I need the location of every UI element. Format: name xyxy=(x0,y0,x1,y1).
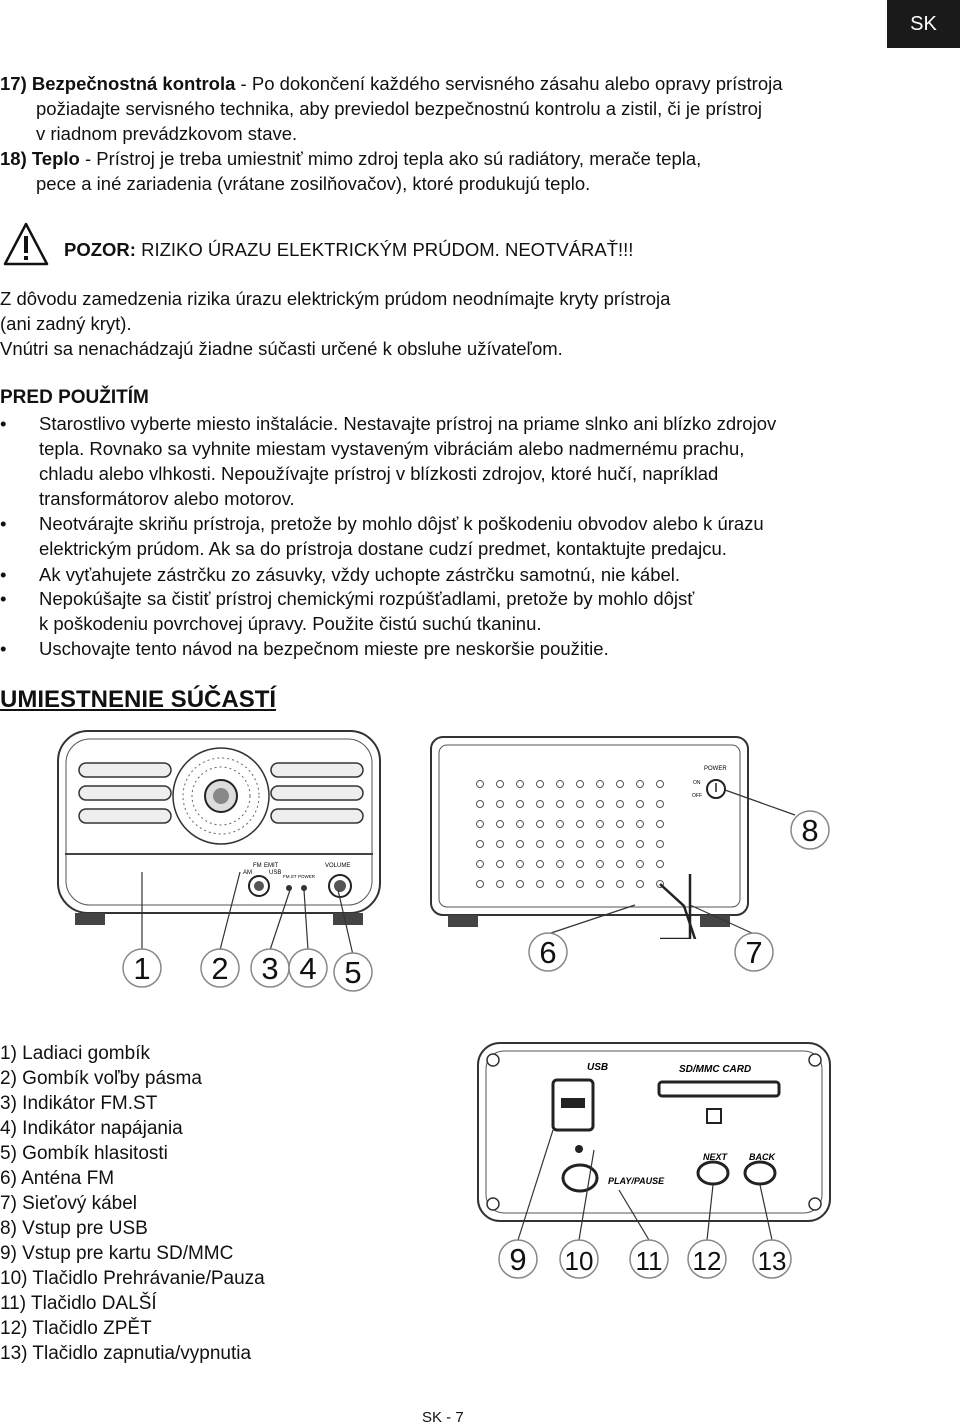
warning-label: POZOR: xyxy=(64,239,136,260)
callout-number-5: 5 xyxy=(344,955,362,990)
language-tab: SK xyxy=(887,0,960,48)
callout-number-6: 6 xyxy=(539,935,557,970)
callout-leader-line xyxy=(270,890,290,950)
callout-leader-line xyxy=(579,1150,594,1240)
callout-number-10: 10 xyxy=(564,1246,594,1276)
legend-item-1: 1) Ladiaci gombík xyxy=(0,1043,150,1064)
bullet-1-line2: tepla. Rovnako sa vyhnite miestam vystaveným vibráciám alebo nadmernému prachu, xyxy=(39,438,745,459)
bullet-2-line2: elektrickým prúdom. Ak sa do prístroja dostane cudzí predmet, kontaktujte predajcu. xyxy=(39,538,727,559)
back-label-power: POWER xyxy=(704,766,727,772)
bullet-marker: • xyxy=(0,588,7,609)
callout-leader-line xyxy=(760,1185,772,1240)
legend-item-10: 10) Tlačidlo Prehrávanie/Pauza xyxy=(0,1268,265,1289)
front-label-volume: VOLUME xyxy=(325,863,351,869)
bullet-1-line3: chladu alebo vlhkosti. Nepoužívajte prístroj v blízkosti zdrojov, ktoré hučí, napríklad xyxy=(39,463,719,484)
panel-label-sd: SD/MMC CARD xyxy=(679,1064,752,1075)
front-label-emit: EMIT xyxy=(264,863,279,869)
panel-label-play: PLAY/PAUSE xyxy=(608,1176,665,1186)
callout-number-12: 12 xyxy=(692,1246,722,1276)
legend-item-7: 7) Sieťový kábel xyxy=(0,1193,138,1214)
warning-body-line2: (ani zadný kryt). xyxy=(0,313,132,334)
legend-item-13: 13) Tlačidlo zapnutia/vypnutia xyxy=(0,1343,252,1364)
page-footer: SK - 7 xyxy=(422,1409,464,1426)
front-label-am: AM xyxy=(243,870,252,876)
item-18-label: 18) Teplo xyxy=(0,148,80,169)
front-label-power: POWER xyxy=(298,874,316,879)
callout-leader-line xyxy=(619,1190,649,1240)
item-17-label: 17) Bezpečnostná kontrola xyxy=(0,73,236,94)
callout-leader-line xyxy=(725,790,795,815)
callout-leader-line xyxy=(338,890,353,955)
callout-number-9: 9 xyxy=(509,1242,527,1277)
callout-number-13: 13 xyxy=(757,1246,787,1276)
legend-item-11: 11) Tlačidlo DALŠÍ xyxy=(0,1293,157,1314)
callout-leader-line xyxy=(220,872,240,950)
callout-number-11: 11 xyxy=(635,1246,663,1276)
warning-body-line3: Vnútri sa nenachádzajú žiadne súčasti určené k obsluhe užívateľom. xyxy=(0,338,563,359)
callout-leader-line xyxy=(707,1185,713,1240)
legend-item-2: 2) Gombík voľby pásma xyxy=(0,1068,202,1089)
item-17-text: - Po dokončení každého servisného zásahu alebo opravy prístroja xyxy=(235,73,783,94)
bullet-4-line1: Nepokúšajte sa čistiť prístroj chemickými rozpúšťadlami, pretože by mohlo dôjsť xyxy=(39,588,695,609)
callout-number-8: 8 xyxy=(801,813,819,848)
legend-item-4: 4) Indikátor napájania xyxy=(0,1118,183,1139)
item-18-text: - Prístroj je treba umiestniť mimo zdroj tepla ako sú radiátory, merače tepla, xyxy=(79,148,702,169)
callout-leader-line xyxy=(518,1130,553,1240)
item-17-line2: požiadajte servisného technika, aby previedol bezpečnostnú kontrolu a zistil, či je prístroj xyxy=(36,98,763,119)
bullet-1-line1: Starostlivo vyberte miesto inštalácie. Nestavajte prístroj na priame slnko ani blízko zdrojov xyxy=(39,413,777,434)
bullet-1-line4: transformátorov alebo motorov. xyxy=(39,488,295,509)
legend-item-8: 8) Vstup pre USB xyxy=(0,1218,148,1239)
bullet-marker: • xyxy=(0,638,7,659)
bullet-2-line1: Neotvárajte skriňu prístroja, pretože by mohlo dôjsť k poškodeniu obvodov alebo k úrazu xyxy=(39,513,764,534)
legend-item-3: 3) Indikátor FM.ST xyxy=(0,1093,158,1114)
item-18-line2: pece a iné zariadenia (vrátane zosilňovačov), ktoré produkujú teplo. xyxy=(36,173,591,194)
warning-text: RIZIKO ÚRAZU ELEKTRICKÝM PRÚDOM. NEOTVÁRAŤ!!! xyxy=(135,239,634,260)
panel-label-next: NEXT xyxy=(703,1152,728,1162)
front-label-usb: USB xyxy=(269,870,282,876)
legend-item-5: 5) Gombík hlasitosti xyxy=(0,1143,168,1164)
panel-label-usb: USB xyxy=(587,1062,609,1073)
before-use-title: PRED POUŽITÍM xyxy=(0,387,149,408)
legend-item-12: 12) Tlačidlo ZPĚT xyxy=(0,1318,152,1339)
components-title: UMIESTNENIE SÚČASTÍ xyxy=(0,686,277,713)
warning-body-line1: Z dôvodu zamedzenia rizika úrazu elektrickým prúdom neodnímajte kryty prístroja xyxy=(0,288,671,309)
bullet-3-line1: Ak vyťahujete zástrčku zo zásuvky, vždy uchopte zástrčku samotnú, nie kábel. xyxy=(39,564,681,585)
callout-number-2: 2 xyxy=(211,951,229,986)
callout-leader-line xyxy=(690,905,754,934)
legend-item-6: 6) Anténa FM xyxy=(0,1168,115,1189)
back-label-on: ON xyxy=(693,780,701,786)
bullet-marker: • xyxy=(0,513,7,534)
callout-number-1: 1 xyxy=(133,951,151,986)
callout-number-7: 7 xyxy=(745,935,763,970)
bullet-marker: • xyxy=(0,413,7,434)
panel-label-back: BACK xyxy=(749,1152,775,1162)
back-label-off: OFF xyxy=(692,793,702,799)
callout-number-4: 4 xyxy=(299,951,317,986)
bullet-marker: • xyxy=(0,564,7,585)
callout-leader-line xyxy=(548,905,635,934)
legend-item-9: 9) Vstup pre kartu SD/MMC xyxy=(0,1243,234,1264)
bullet-5-line1: Uschovajte tento návod na bezpečnom mieste pre neskoršie použitie. xyxy=(39,638,609,659)
callout-number-3: 3 xyxy=(261,951,279,986)
front-label-fm: FM xyxy=(253,863,262,869)
callout-leader-line xyxy=(304,890,308,950)
front-label-fmst: FM.ST xyxy=(283,874,297,879)
bullet-4-line2: k poškodeniu povrchovej úpravy. Použite čistú suchú tkaninu. xyxy=(39,613,542,634)
item-17-line3: v riadnom prevádzkovom stave. xyxy=(36,123,298,144)
